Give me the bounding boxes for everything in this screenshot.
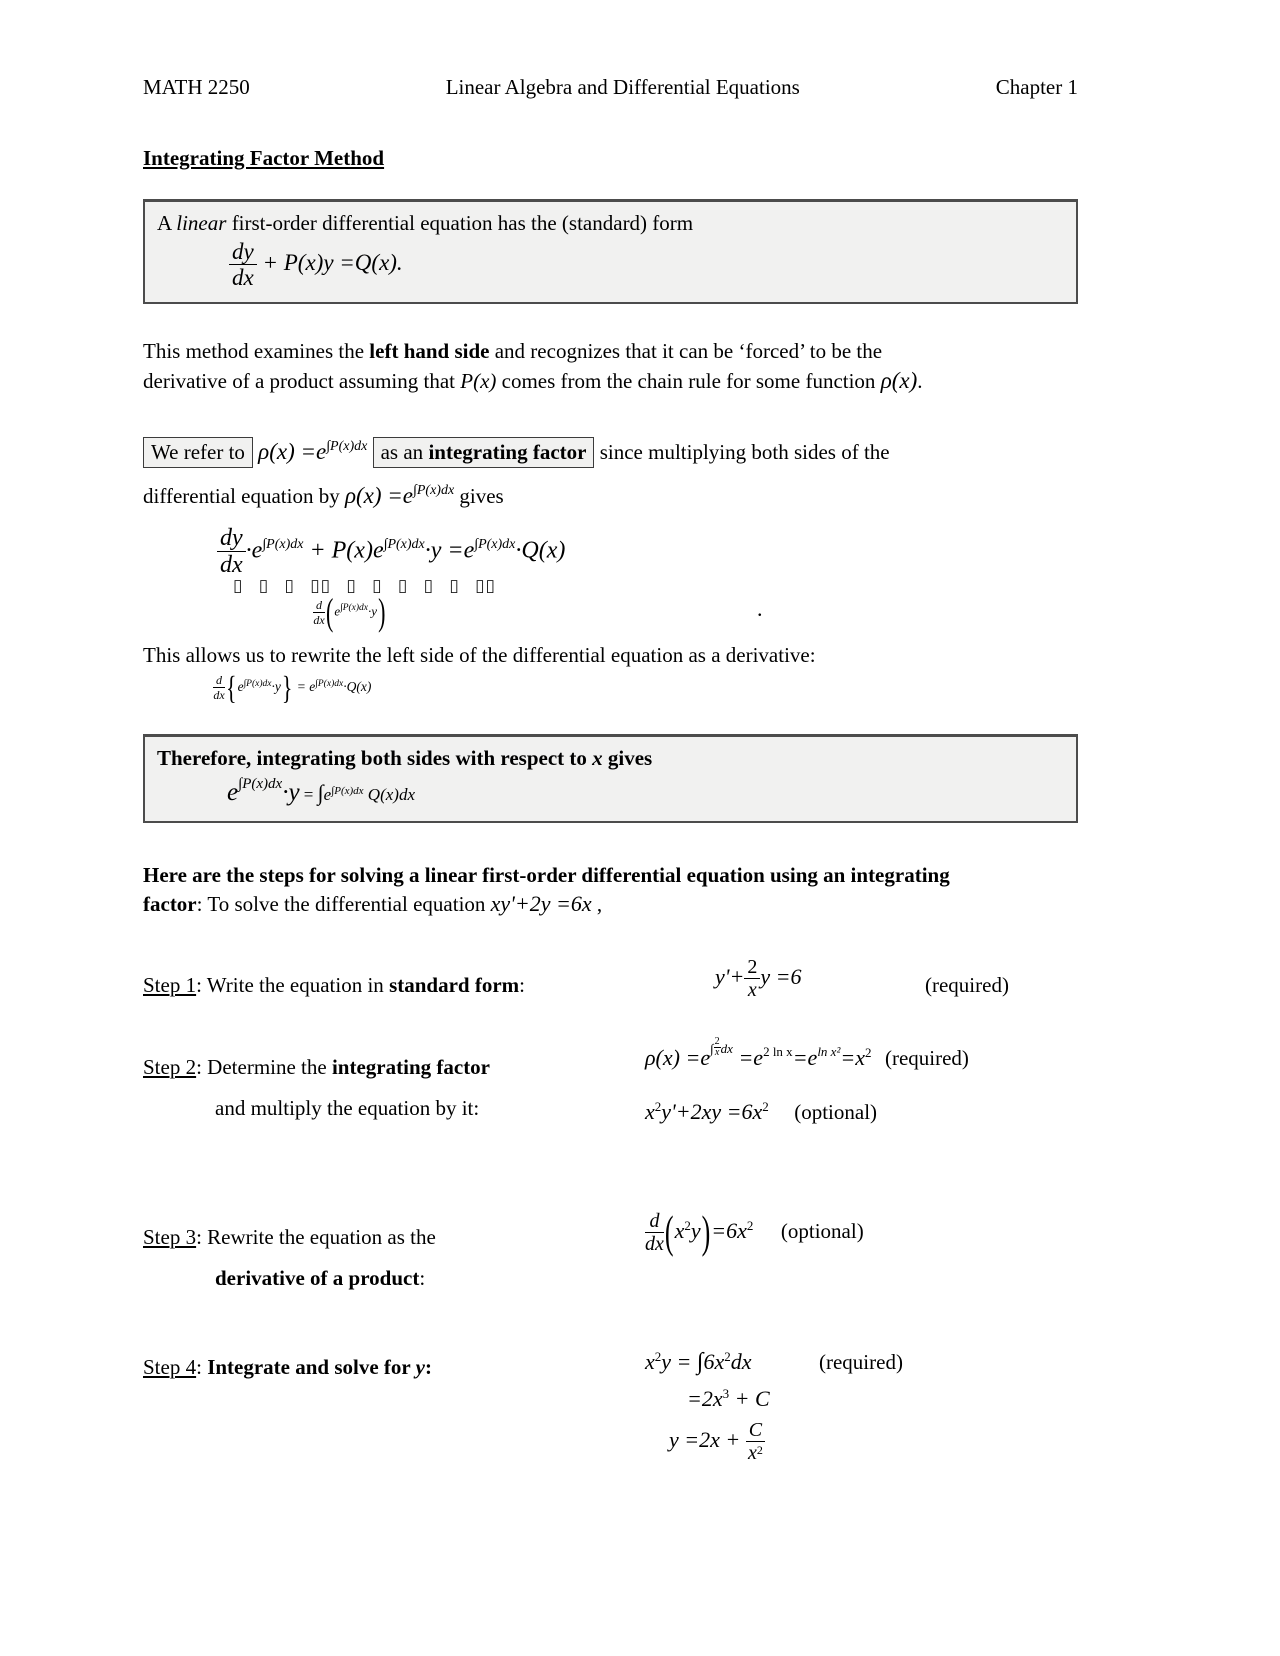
equation-period: . bbox=[757, 596, 763, 622]
two-over-x-fraction: $\frac{2}{x}$ bbox=[744, 957, 760, 1001]
step-3-label: Step 3: Rewrite the equation as the bbox=[143, 1225, 436, 1250]
integral-exponent: ∫ 2 x dx bbox=[710, 1036, 733, 1059]
step-3-equation: $\frac{d}{dx}$ $(x^2y)=6x^2$ (optional) bbox=[645, 1206, 864, 1258]
expanded-equation-line: $\frac{dy}{dx}$ $\cdot e^{\int P(x)dx} + P(x)e^{\int P(x)dx}\cdot y =e^{\int P(x)dx}\cdot Q(x)$ bbox=[217, 526, 1078, 578]
step-4-equation-2: $=2x^3 + C$ bbox=[687, 1386, 770, 1412]
rewrite-equation: $\frac{d}{dx}$ $\{e^{\int P(x)dx}\cdot y\} = e^{\int P(x)dx}\cdot Q(x)$ bbox=[213, 668, 372, 706]
standard-form-box bbox=[143, 199, 1078, 304]
c-over-x2-fraction: $\frac{C}{x^2}$ bbox=[746, 1420, 765, 1464]
standard-form-text: A linear first-order differential equation has the (standard) form bbox=[157, 211, 694, 235]
doc-title: Integrating Factor Method bbox=[143, 146, 385, 170]
d-dx-fraction: $\frac{d}{dx}$ bbox=[213, 673, 225, 703]
dy-dx-fraction: $\frac{dy}{dx}$ bbox=[217, 526, 246, 578]
right-brace: } bbox=[281, 668, 293, 706]
step-2-equation-2: $x^2y'+2xy =6x^2$ (optional) bbox=[645, 1099, 878, 1125]
step-4-label: Step 4: Integrate and solve for y: bbox=[143, 1355, 432, 1380]
step-4-equations bbox=[645, 1349, 903, 1464]
step-2-note-1: (required) bbox=[884, 1046, 969, 1071]
left-paren: ( bbox=[326, 589, 334, 634]
course-title: Linear Algebra and Differential Equations bbox=[445, 75, 800, 99]
we-refer-to-box: We refer to bbox=[143, 437, 253, 468]
step-2-note-2: (optional) bbox=[794, 1100, 878, 1125]
integrating-factor-box: as an integrating factor bbox=[373, 437, 595, 468]
step-2-equation-1: $\rho(x) =e^{\int \frac{2}{x} dx} =e^{2 ln x}=e^{ln x^2}=x^2$ (required) bbox=[645, 1036, 969, 1071]
rewrite-paragraph: This allows us to rewrite the left side of the differential equation as a derivative: bbox=[143, 643, 816, 668]
missing-glyph-underbrace: ▯ ▯ ▯ ▯▯ ▯ ▯ ▯ ▯ ▯ ▯▯ bbox=[233, 575, 496, 596]
step-4-row bbox=[143, 1349, 1078, 1515]
method-paragraph: This method examines the left hand side and recognizes that it can be ‘forced’ to be the derivative of a product assuming that P(x) comes from the chain rule for some function ρ(x). bbox=[143, 338, 923, 393]
integration-box bbox=[143, 734, 1078, 823]
step-4-equation-1: $x^2y = \int 6x^2dx$ (required) bbox=[645, 1349, 903, 1376]
right-paren: ) bbox=[701, 1206, 711, 1258]
integrating-factor-definition: We refer to $\rho(x) =e^{\int P(x)dx}$ as an integrating factor since multiplying both sides of the differential equation by $\rho(x) =e^{\int P(x)dx}$ gives bbox=[143, 439, 890, 509]
steps-intro: Here are the steps for solving a linear first-order differential equation using an integrating factor: To solve the differential equation xy'+2y =6x , bbox=[143, 862, 950, 917]
chapter-label: Chapter 1 bbox=[995, 75, 1078, 99]
right-paren: ) bbox=[378, 589, 386, 634]
step-2-label: Step 2: Determine the integrating factor bbox=[143, 1055, 491, 1080]
step-2-row bbox=[143, 1036, 1078, 1163]
step-1-row bbox=[143, 956, 1078, 1025]
step-1-equation: y'+ $\frac{2}{x}$ y =6 bbox=[715, 956, 802, 1002]
step-2-label-line2: and multiply the equation by it: bbox=[215, 1096, 480, 1121]
step-4-equation-3: y =2x + $\frac{C}{x^2}$ bbox=[669, 1420, 903, 1464]
standard-form-equation: $\frac{dy}{dx}$ + P(x)y =Q(x). bbox=[229, 240, 1064, 290]
dy-dx-fraction: $\frac{dy}{dx}$ bbox=[229, 240, 257, 290]
step-1-note: (required) bbox=[925, 973, 1009, 998]
step-4-note: (required) bbox=[819, 1350, 903, 1375]
step-3-label-line2: derivative of a product: bbox=[215, 1266, 426, 1291]
integration-box-title: Therefore, integrating both sides with respect to x gives bbox=[157, 745, 653, 770]
step-3-row bbox=[143, 1206, 1078, 1315]
d-dx-fraction: $\frac{d}{dx}$ bbox=[645, 1210, 664, 1256]
page-header bbox=[143, 75, 1078, 100]
integration-equation: $e^{\int P(x)dx}\cdot y = \int e^{\int P(x)dx}$ Q(x)dx bbox=[227, 775, 415, 806]
left-paren: ( bbox=[664, 1206, 674, 1258]
step-3-note: (optional) bbox=[780, 1218, 864, 1243]
d-dx-fraction: $\frac{d}{dx}$ bbox=[313, 597, 325, 627]
course-code: MATH 2250 bbox=[143, 75, 250, 99]
product-derivative-annotation: $\frac{d}{dx}$ $(e^{\int P(x)dx}\cdot y)$ bbox=[313, 589, 386, 634]
left-brace: { bbox=[226, 668, 237, 706]
step-1-label: Step 1: Write the equation in standard form: bbox=[143, 973, 525, 998]
expanded-equation bbox=[217, 524, 1078, 634]
